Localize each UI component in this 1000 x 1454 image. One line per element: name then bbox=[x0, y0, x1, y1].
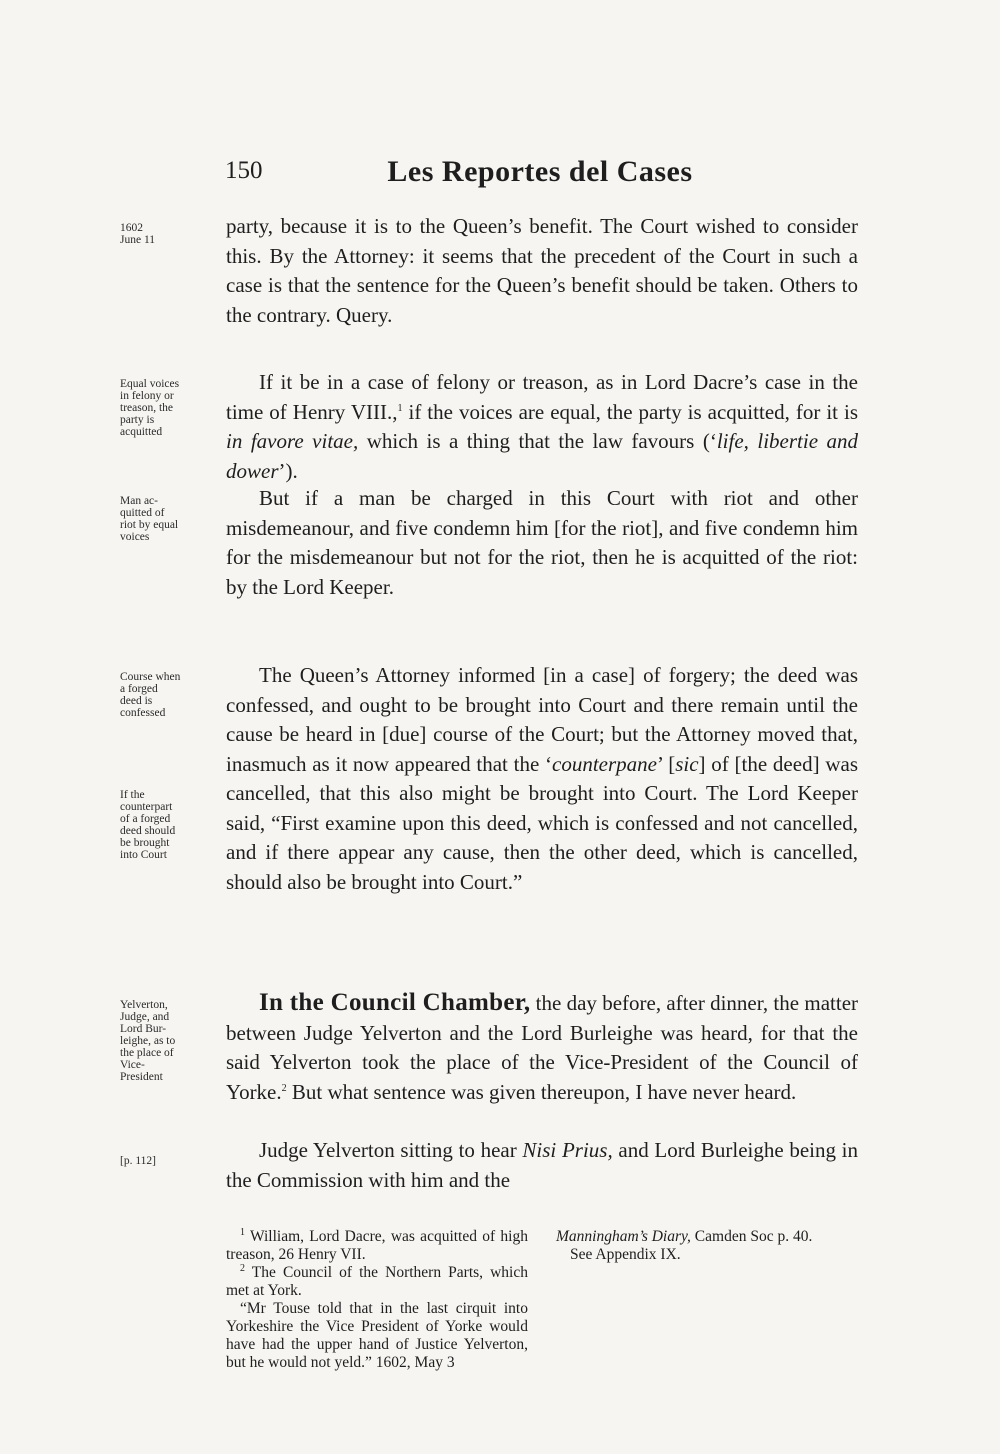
margin-note-date: 1602 June 11 bbox=[120, 222, 156, 246]
footnote-ref-1[interactable]: 1 bbox=[397, 402, 403, 414]
page-number: 150 bbox=[225, 157, 263, 184]
footnote-2-quote: “Mr Touse told that in the last cirquit into Yorkeshire the Vice President of Yorke would have had the upper hand of Justice Yelverton, but he would not yeld.” 1602, May 3 bbox=[226, 1300, 528, 1371]
section-heading: In the Council Chamber, bbox=[259, 989, 531, 1016]
margin-note-page-ref: [p. 112] bbox=[120, 1155, 156, 1167]
paragraph-nisi-prius: Judge Yelverton sitting to hear Nisi Prius, and Lord Burleighe being in the Commission with him and the bbox=[226, 1138, 858, 1192]
footnotes-column-right bbox=[556, 1228, 858, 1264]
footnote-3: See Appendix IX. bbox=[570, 1246, 681, 1263]
paragraph-council-chamber: In the Council Chamber, the day before, after dinner, the matter between Judge Yelverton and the Lord Burleighe was heard, for that the said Yelverton took the place of the Vice-President of the Council of Yorke.$^2$ But what sentence was given thereupon, I have never heard. bbox=[226, 989, 859, 1104]
margin-note-riot: Man ac- quitted of riot by equal voices bbox=[120, 495, 179, 543]
margin-note-yelverton: Yelverton, Judge, and Lord Bur- leighe, as to the place of Vice- President bbox=[120, 999, 176, 1083]
paragraph-forgery: The Queen’s Attorney informed [in a case] of forgery; the deed was confessed, and ought to be brought into Court and there remain until the cause be heard in [due] course of the Court; but the Attorney moved that, inasmuch as it now appeared that the ‘counterpane’ [sic] of [the deed] was cancelled, that this also might be brought into Court. The Lord Keeper said, “First examine upon this deed, which is confessed and not cancelled, and if there appear any cause, then the other deed, which is cancelled, should also be brought into Court.” bbox=[226, 663, 858, 894]
paragraph-felony-treason: If it be in a case of felony or treason, as in Lord Dacre’s case in the time of Henry VIII.,$^1$ if the voices are equal, the party is acquitted, for it is in favore vitae, which is a thing that the law favours (‘life, libertie and dower’). bbox=[226, 370, 859, 483]
footnote-ref-2[interactable]: 2 bbox=[281, 1082, 287, 1094]
margin-note-equal-voices: Equal voices in felony or treason, the party is acquitted bbox=[120, 378, 180, 438]
page-header bbox=[225, 155, 865, 195]
margin-note-forged-deed: Course when a forged deed is confessed bbox=[120, 671, 181, 719]
footnote-1: $^1$ William, Lord Dacre, was acquitted of high treason, 26 Henry VII. bbox=[226, 1226, 528, 1263]
footnote-2: $^2$ The Council of the Northern Parts, which met at York. bbox=[226, 1262, 528, 1299]
margin-note-counterpart: If the counterpart of a forged deed should be brought into Court bbox=[120, 789, 176, 861]
running-title: Les Reportes del Cases bbox=[387, 155, 693, 188]
footnote-2-source: Manningham’s Diary, Camden Soc p. 40. bbox=[556, 1228, 813, 1245]
paragraph-queens-benefit: party, because it is to the Queen’s benefit. The Court wished to consider this. By the Attorney: it seems that the precedent of the Court in such a case is that the sentence for the Queen’s benefit should be taken. Others to the contrary. Query. bbox=[226, 214, 858, 327]
paragraph-riot: But if a man be charged in this Court with riot and other misdemeanour, and five condemn him [for the riot], and five condemn him for the misdemeanour but not for the riot, then he is acquitted of the riot: by the Lord Keeper. bbox=[226, 486, 858, 599]
footnotes-column-left bbox=[226, 1228, 528, 1372]
